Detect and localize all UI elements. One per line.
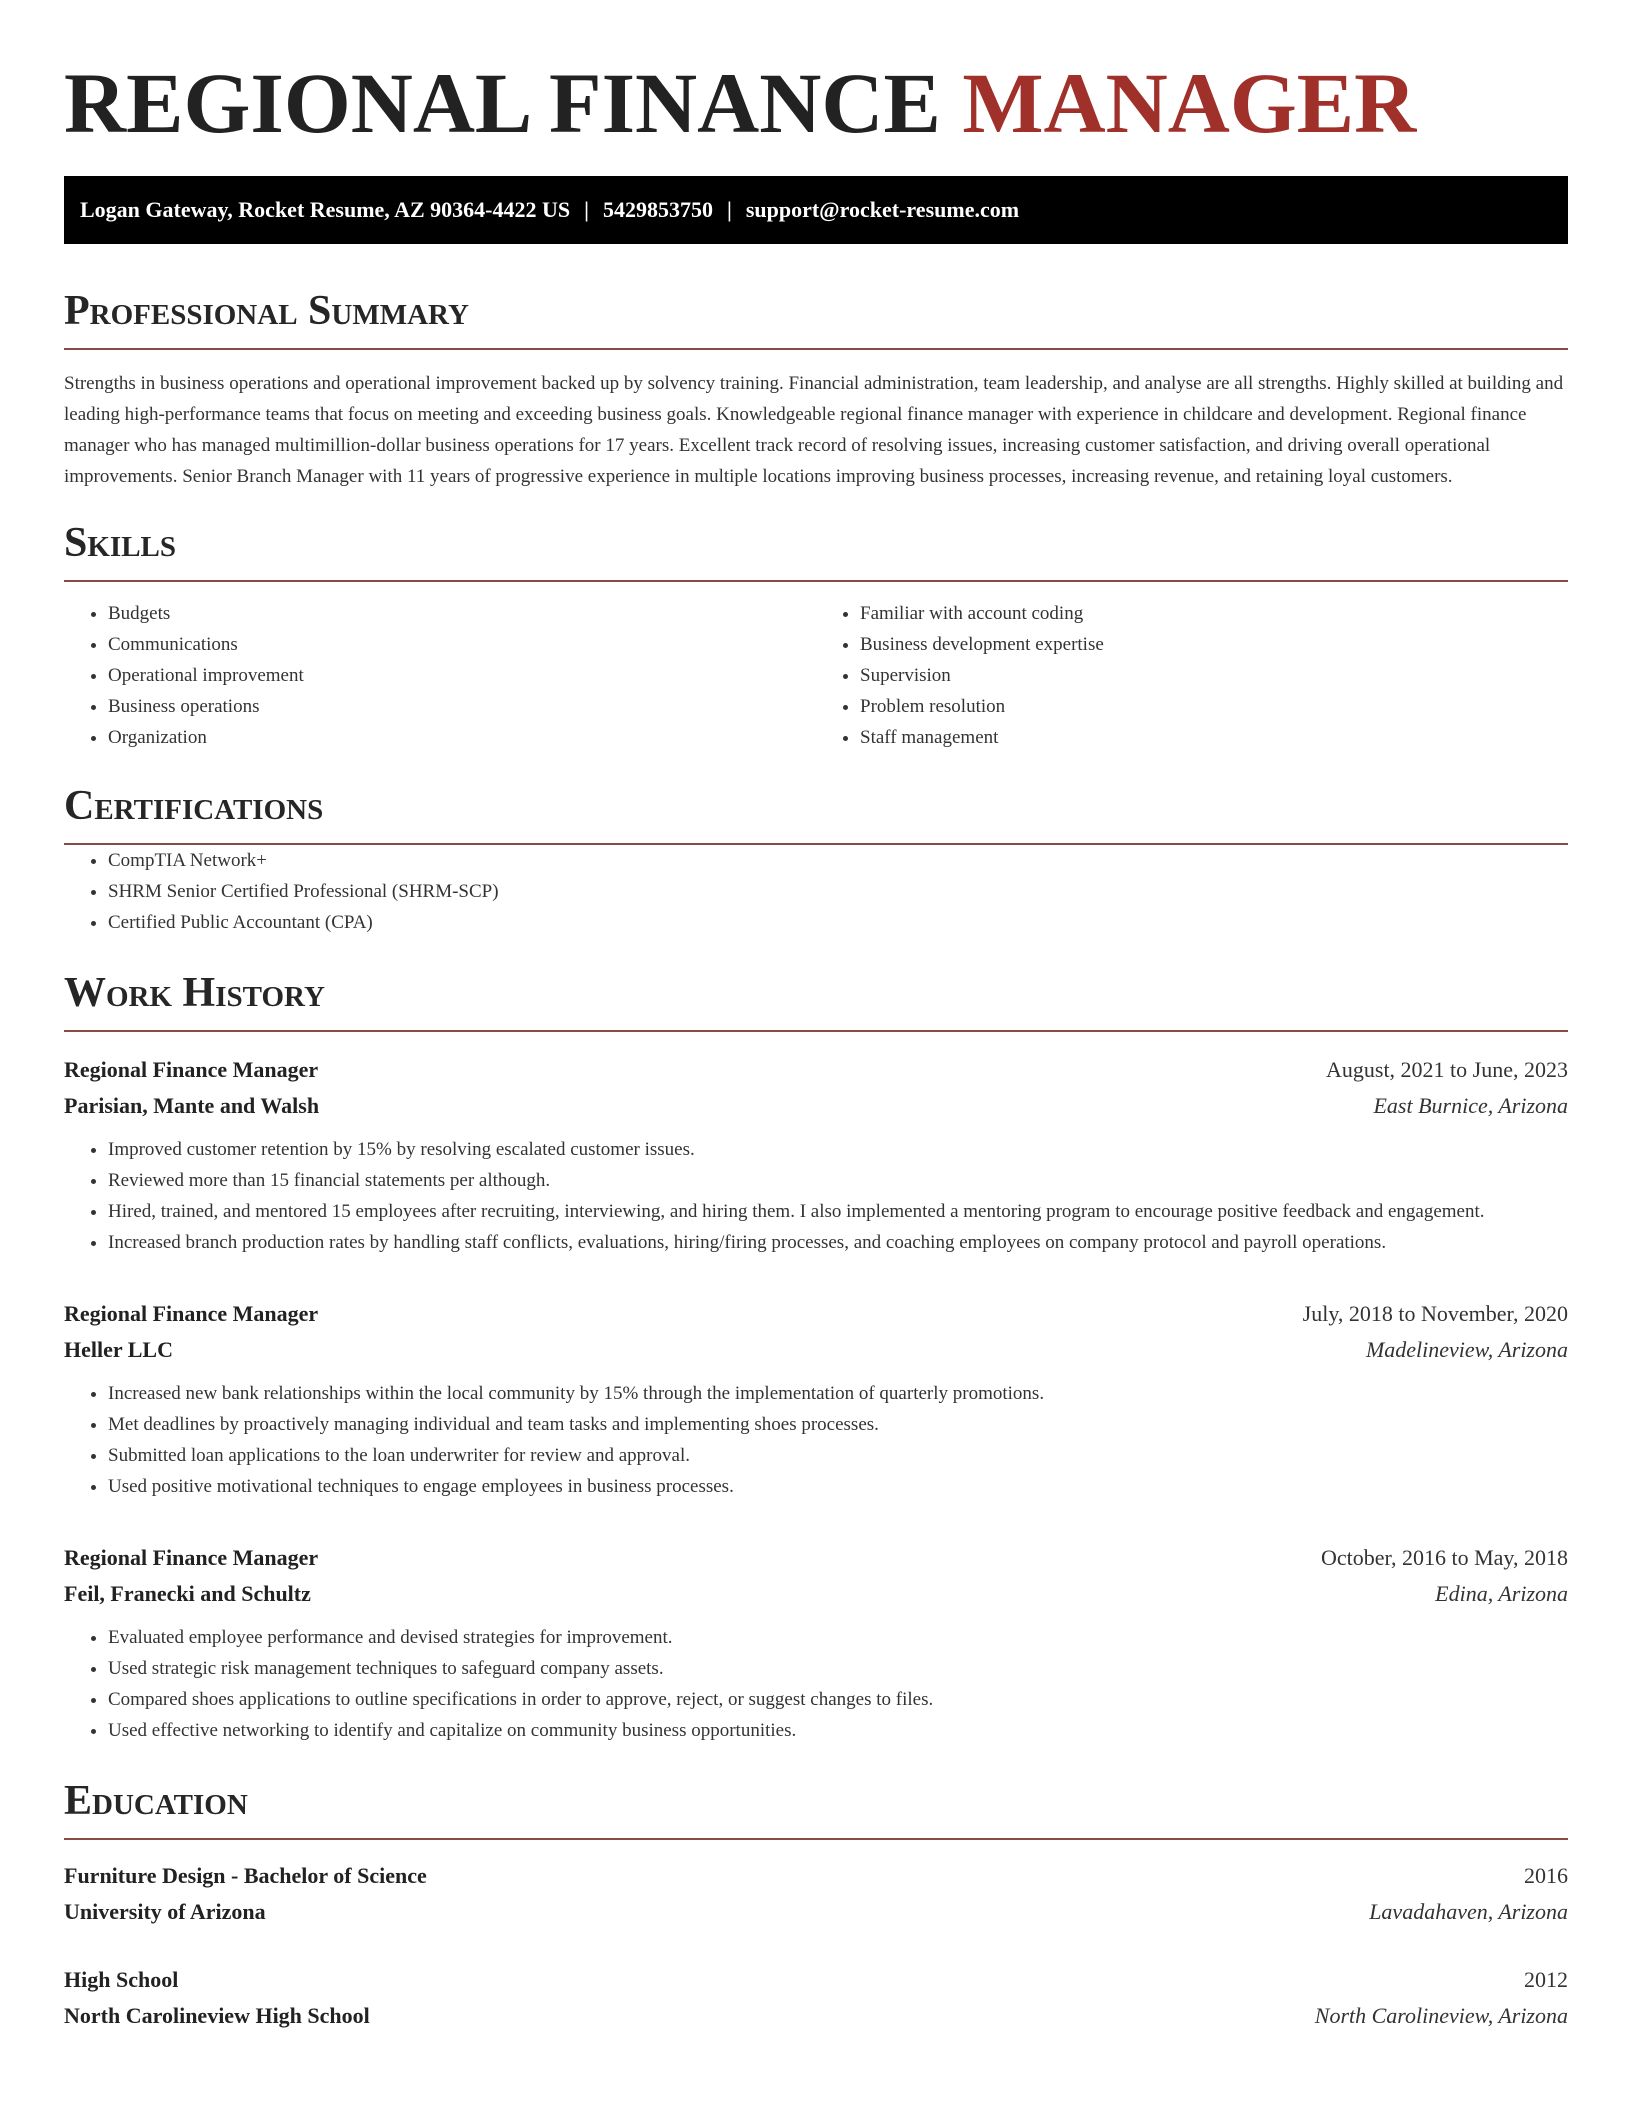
certifications-heading: Certifications bbox=[64, 781, 1568, 845]
education-school-row bbox=[64, 1998, 1568, 2034]
job-bullet: • Submitted loan applications to the loan underwriter for review and approval. bbox=[108, 1440, 1568, 1471]
skill-item: • Organization bbox=[108, 722, 816, 753]
summary-text: Strengths in business operations and operational improvement backed up by solvency training. Financial administration, team leadership, and analyse are all strengths. Highly skilled at building and leading high-performance teams that focus on meeting and exceeding business goals. Knowledgeable regional finance manager with experience in childcare and development. Regional finance manager who has managed multimillion-dollar business operations for 17 years. Excellent track record of resolving issues, increasing customer satisfaction, and driving overall operational improvements. Senior Branch Manager with 11 years of progressive experience in multiple locations improving business processes, increasing revenue, and retaining loyal customers. bbox=[64, 373, 1564, 487]
job-bullets bbox=[64, 1134, 1568, 1258]
education-degree: Furniture Design - Bachelor of Science bbox=[64, 1863, 427, 1888]
skills-column-right bbox=[816, 598, 1568, 753]
education-year: 2012 bbox=[1524, 1967, 1568, 1992]
title-main: REGIONAL FINANCE bbox=[64, 55, 963, 151]
education-school: University of Arizona bbox=[64, 1899, 266, 1924]
certification-item: • CompTIA Network+ bbox=[108, 845, 1568, 876]
job-role: Regional Finance Manager bbox=[64, 1057, 319, 1082]
job-dates: August, 2021 to June, 2023 bbox=[1326, 1057, 1568, 1082]
job-bullet: • Used positive motivational techniques to engage employees in business processes. bbox=[108, 1471, 1568, 1502]
job-entry bbox=[64, 1052, 1568, 1258]
certifications-list bbox=[64, 845, 1568, 938]
job-bullet: • Increased branch production rates by handling staff conflicts, evaluations, hiring/firing processes, and coaching employees on company protocol and payroll operations. bbox=[108, 1227, 1568, 1258]
contact-phone: 5429853750 bbox=[602, 197, 713, 222]
education-degree-row bbox=[64, 1962, 1568, 1998]
skills-list bbox=[64, 598, 1568, 753]
job-bullet: • Increased new bank relationships within the local community by 15% through the implementation of quarterly promotions. bbox=[108, 1378, 1568, 1409]
job-bullet: • Evaluated employee performance and devised strategies for improvement. bbox=[108, 1622, 1568, 1653]
job-dates: October, 2016 to May, 2018 bbox=[1321, 1545, 1568, 1570]
skill-item: • Staff management bbox=[860, 722, 1568, 753]
job-header-row bbox=[64, 1540, 1568, 1576]
education-school-row bbox=[64, 1894, 1568, 1930]
certification-item: • SHRM Senior Certified Professional (SHRM-SCP) bbox=[108, 876, 1568, 907]
education-school: North Carolineview High School bbox=[64, 2003, 370, 2028]
job-header-row bbox=[64, 1296, 1568, 1332]
education-entry bbox=[64, 1858, 1568, 1930]
job-company: Feil, Franecki and Schultz bbox=[64, 1581, 311, 1606]
job-bullets bbox=[64, 1378, 1568, 1502]
education-heading: Education bbox=[64, 1776, 1568, 1840]
skill-item: • Supervision bbox=[860, 660, 1568, 691]
job-role: Regional Finance Manager bbox=[64, 1301, 319, 1326]
title-accent: MANAGER bbox=[962, 55, 1417, 151]
resume-page bbox=[64, 0, 1568, 2034]
certification-item: • Certified Public Accountant (CPA) bbox=[108, 907, 1568, 938]
skills-column-left bbox=[64, 598, 816, 753]
job-company-row bbox=[64, 1088, 1568, 1124]
job-company-row bbox=[64, 1576, 1568, 1612]
skill-item: • Budgets bbox=[108, 598, 816, 629]
job-location: East Burnice, Arizona bbox=[1373, 1093, 1568, 1118]
skill-item: • Problem resolution bbox=[860, 691, 1568, 722]
job-location: Madelineview, Arizona bbox=[1365, 1337, 1568, 1362]
skill-item: • Business operations bbox=[108, 691, 816, 722]
contact-email: support@rocket-resume.com bbox=[745, 197, 1020, 222]
contact-address: Logan Gateway, Rocket Resume, AZ 90364-4422 US bbox=[80, 197, 571, 222]
job-company: Heller LLC bbox=[64, 1337, 173, 1362]
skill-item: • Business development expertise bbox=[860, 629, 1568, 660]
contact-separator: | bbox=[584, 197, 589, 222]
job-dates: July, 2018 to November, 2020 bbox=[1302, 1301, 1568, 1326]
job-company: Parisian, Mante and Walsh bbox=[64, 1093, 320, 1118]
job-bullet: • Hired, trained, and mentored 15 employees after recruiting, interviewing, and hiring them. I also implemented a mentoring program to encourage positive feedback and engagement. bbox=[108, 1196, 1568, 1227]
education-location: North Carolineview, Arizona bbox=[1314, 2003, 1568, 2028]
job-bullet: • Used effective networking to identify and capitalize on community business opportunities. bbox=[108, 1715, 1568, 1746]
job-bullet: • Met deadlines by proactively managing individual and team tasks and implementing shoes processes. bbox=[108, 1409, 1568, 1440]
contact-separator: | bbox=[726, 197, 732, 222]
skills-heading: Skills bbox=[64, 518, 1568, 582]
education-entry bbox=[64, 1962, 1568, 2034]
education-degree-row bbox=[64, 1858, 1568, 1894]
skill-item: • Familiar with account coding bbox=[860, 598, 1568, 629]
job-entry bbox=[64, 1296, 1568, 1502]
job-bullets bbox=[64, 1622, 1568, 1746]
skill-item: • Communications bbox=[108, 629, 816, 660]
job-role: Regional Finance Manager bbox=[64, 1545, 319, 1570]
contact-bar bbox=[64, 176, 1568, 244]
summary-heading: Professional Summary bbox=[64, 286, 1568, 350]
job-header-row bbox=[64, 1052, 1568, 1088]
job-bullet: • Used strategic risk management techniques to safeguard company assets. bbox=[108, 1653, 1568, 1684]
job-location: Edina, Arizona bbox=[1435, 1581, 1568, 1606]
resume-title bbox=[64, 0, 1568, 158]
job-company-row bbox=[64, 1332, 1568, 1368]
work-history-heading: Work History bbox=[64, 968, 1568, 1032]
skill-item: • Operational improvement bbox=[108, 660, 816, 691]
job-bullet: • Improved customer retention by 15% by resolving escalated customer issues. bbox=[108, 1134, 1568, 1165]
job-bullet: • Reviewed more than 15 financial statements per although. bbox=[108, 1165, 1568, 1196]
education-year: 2016 bbox=[1524, 1863, 1568, 1888]
education-degree: High School bbox=[64, 1967, 179, 1992]
job-entry bbox=[64, 1540, 1568, 1746]
job-bullet: • Compared shoes applications to outline specifications in order to approve, reject, or suggest changes to files. bbox=[108, 1684, 1568, 1715]
education-location: Lavadahaven, Arizona bbox=[1369, 1899, 1568, 1924]
